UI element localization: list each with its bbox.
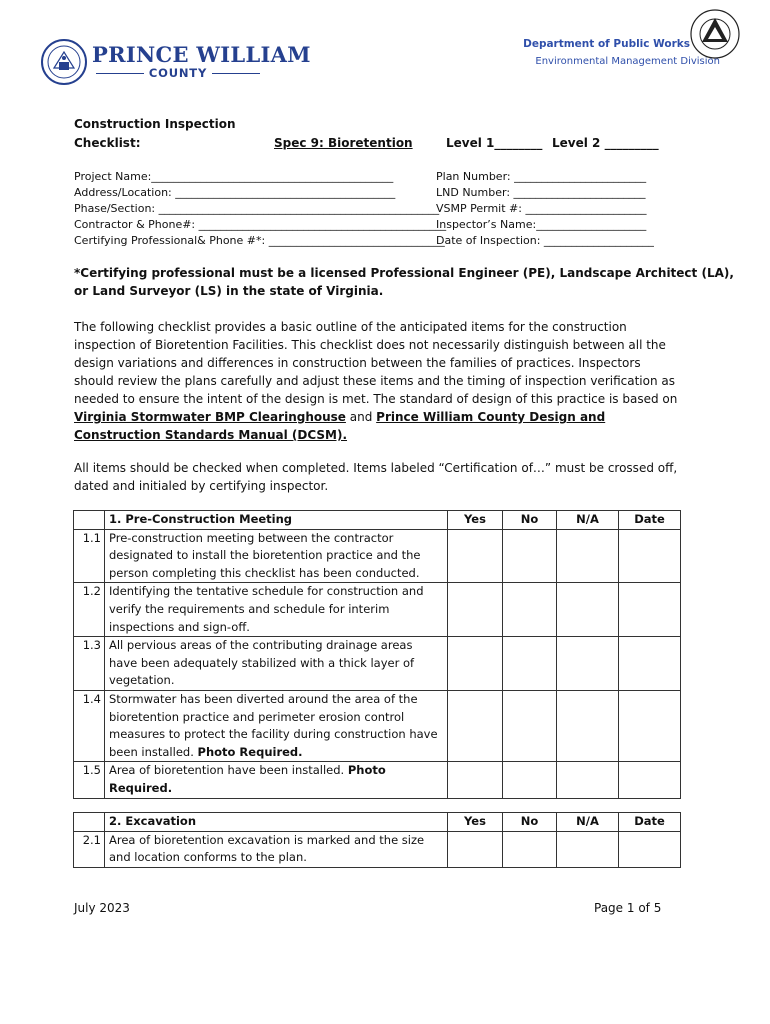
project-name-field[interactable]: Project Name:____________________________________________ (74, 170, 394, 183)
section-title: 2. Excavation (105, 813, 448, 832)
project-fields-left (74, 169, 446, 249)
date-cell[interactable] (619, 831, 681, 867)
photo-required-note: Photo Required. (197, 744, 303, 759)
lnd-number-field[interactable]: LND Number: ________________________ (436, 186, 646, 199)
county-name: PRINCE WILLIAM (92, 42, 311, 67)
department-name: Department of Public Works (523, 38, 690, 50)
contractor-phone-field[interactable]: Contractor & Phone#: _____________________________________________ (74, 218, 447, 231)
item-text: Area of bioretention excavation is marked and the size and location conforms to the plan. (105, 831, 448, 867)
page-number: Page 1 of 5 (594, 901, 662, 915)
date-cell[interactable] (619, 637, 681, 691)
inspection-date-field[interactable]: Date of Inspection: ____________________ (436, 234, 654, 247)
yes-checkbox-cell[interactable] (448, 583, 503, 637)
table-row (74, 529, 681, 583)
col-na: N/A (557, 813, 619, 832)
table-row (74, 762, 681, 798)
col-yes: Yes (448, 511, 503, 530)
certification-notice-line2: or Land Surveyor (LS) in the state of Virginia. (74, 284, 384, 298)
intro-and: and (345, 410, 377, 424)
col-no: No (503, 813, 557, 832)
yes-checkbox-cell[interactable] (448, 762, 503, 798)
table-row (74, 690, 681, 761)
date-cell[interactable] (619, 583, 681, 637)
item-text-body: Stormwater has been diverted around the area of the bioretention practice and perimeter erosion control measures to protect the facility during construction have been installed. (109, 691, 438, 759)
division-name: Environmental Management Division (535, 56, 720, 67)
plan-number-field[interactable]: Plan Number: ________________________ (436, 170, 647, 183)
no-checkbox-cell[interactable] (503, 583, 557, 637)
phase-section-field[interactable]: Phase/Section: ___________________________________________________ (74, 202, 440, 215)
public-works-seal-icon (689, 8, 741, 60)
item-text: All pervious areas of the contributing drainage areas have been adequately stabilized with a thick layer of vegetation. (105, 637, 448, 691)
no-checkbox-cell[interactable] (503, 762, 557, 798)
item-number: 1.5 (74, 762, 105, 798)
item-number: 2.1 (74, 831, 105, 867)
item-text: Identifying the tentative schedule for construction and verify the requirements and schedule for interim inspections and sign-off. (105, 583, 448, 637)
header-num-cell (74, 813, 105, 832)
date-cell[interactable] (619, 690, 681, 761)
inspector-name-field[interactable]: Inspector’s Name:____________________ (436, 218, 647, 231)
intro-paragraph (74, 318, 684, 444)
level1-field[interactable]: Level 1________ (446, 136, 543, 150)
item-number: 1.1 (74, 529, 105, 583)
doc-title-line2: Checklist: (74, 136, 141, 150)
yes-checkbox-cell[interactable] (448, 529, 503, 583)
col-date: Date (619, 511, 681, 530)
na-checkbox-cell[interactable] (557, 637, 619, 691)
intro-text: The following checklist provides a basic outline of the anticipated items for the construction inspection of Bioretention Facilities. This checklist does not necessarily distinguish between all the design variations and differences in construction between the families of practices. Inspectors should review the plans carefully and adjust these items and the timing of inspection verification as needed to ensure the intent of the design is met. The standard of design of this practice is based on (74, 320, 678, 406)
project-fields-right (436, 169, 654, 249)
photo-required-note: Photo Required. (109, 763, 386, 795)
na-checkbox-cell[interactable] (557, 529, 619, 583)
table-row (74, 637, 681, 691)
na-checkbox-cell[interactable] (557, 690, 619, 761)
item-text: Pre-construction meeting between the contractor designated to install the bioretention practice and the person completing this checklist has been conducted. (105, 529, 448, 583)
doc-title-line1: Construction Inspection (74, 117, 236, 131)
no-checkbox-cell[interactable] (503, 637, 557, 691)
table-header-row (74, 511, 681, 530)
no-checkbox-cell[interactable] (503, 690, 557, 761)
no-checkbox-cell[interactable] (503, 831, 557, 867)
col-date: Date (619, 813, 681, 832)
county-seal-icon (40, 38, 88, 86)
date-cell[interactable] (619, 529, 681, 583)
na-checkbox-cell[interactable] (557, 831, 619, 867)
footer-date: July 2023 (74, 901, 130, 915)
dcsm-link[interactable]: Prince William County Design and Construction Standards Manual (DCSM). (74, 410, 606, 442)
level2-field[interactable]: Level 2 _________ (552, 136, 659, 150)
certifying-professional-field[interactable]: Certifying Professional& Phone #*: ________________________________ (74, 234, 445, 247)
item-text (105, 762, 448, 798)
item-text-body: Area of bioretention have been installed. (109, 763, 348, 778)
certification-notice-line1: *Certifying professional must be a licensed Professional Engineer (PE), Landscape Architect (LA), (74, 266, 734, 280)
vsmp-permit-field[interactable]: VSMP Permit #: ______________________ (436, 202, 647, 215)
no-checkbox-cell[interactable] (503, 529, 557, 583)
address-field[interactable]: Address/Location: ________________________________________ (74, 186, 396, 199)
item-number: 1.2 (74, 583, 105, 637)
col-na: N/A (557, 511, 619, 530)
checklist-section-2 (73, 812, 681, 868)
col-no: No (503, 511, 557, 530)
yes-checkbox-cell[interactable] (448, 831, 503, 867)
date-cell[interactable] (619, 762, 681, 798)
instructions-paragraph: All items should be checked when completed. Items labeled “Certification of…” must be crossed off, dated and initialed by certifying inspector. (74, 461, 678, 493)
county-subtitle: COUNTY (92, 66, 264, 80)
header-num-cell (74, 511, 105, 530)
section-title: 1. Pre-Construction Meeting (105, 511, 448, 530)
county-logo (40, 38, 311, 90)
na-checkbox-cell[interactable] (557, 583, 619, 637)
checklist-section-1 (73, 510, 681, 799)
yes-checkbox-cell[interactable] (448, 690, 503, 761)
item-number: 1.3 (74, 637, 105, 691)
spec-label: Spec 9: Bioretention (274, 136, 413, 150)
item-text (105, 690, 448, 761)
table-header-row (74, 813, 681, 832)
na-checkbox-cell[interactable] (557, 762, 619, 798)
table-row (74, 583, 681, 637)
item-number: 1.4 (74, 690, 105, 761)
virginia-clearinghouse-link[interactable]: Virginia Stormwater BMP Clearinghouse (74, 410, 346, 424)
col-yes: Yes (448, 813, 503, 832)
table-row (74, 831, 681, 867)
yes-checkbox-cell[interactable] (448, 637, 503, 691)
